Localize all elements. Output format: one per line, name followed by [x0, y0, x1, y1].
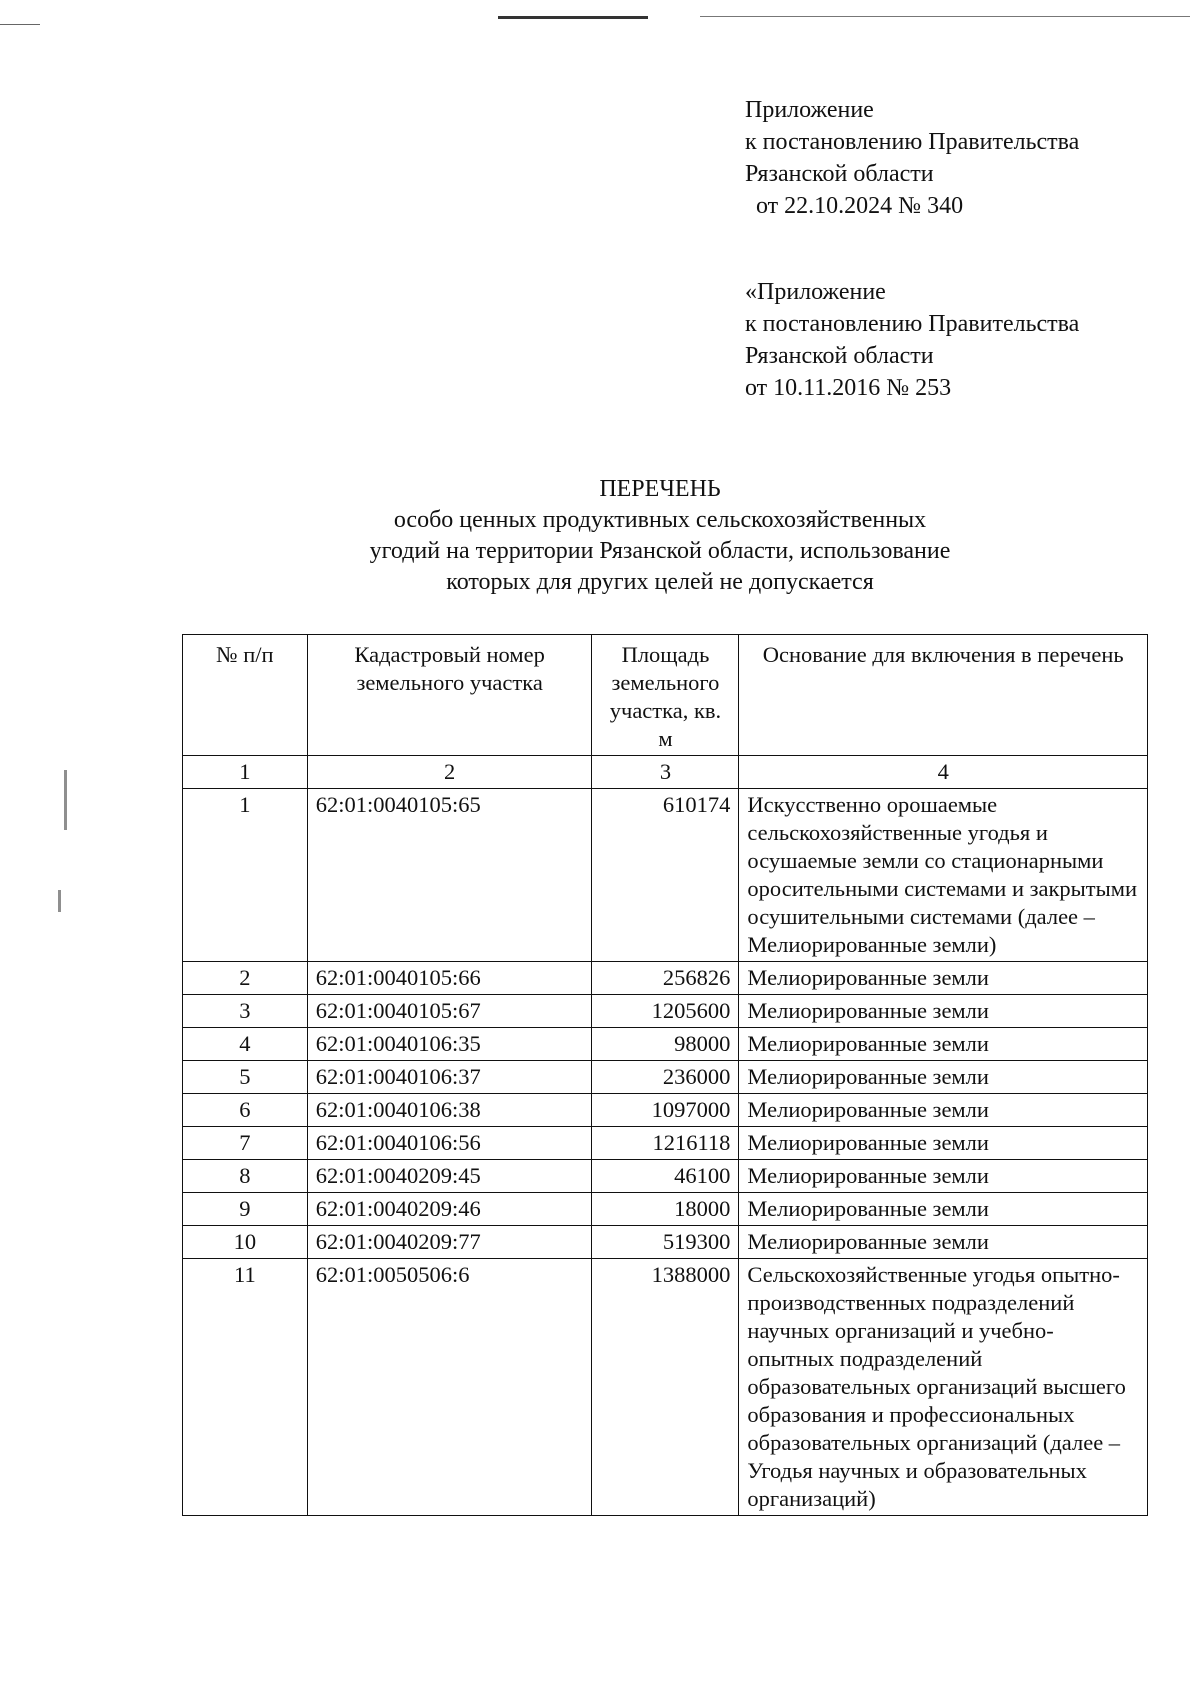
row-number-cell: 3 [183, 995, 308, 1028]
scan-artifact-top-line [0, 24, 40, 25]
table-row [183, 1193, 1148, 1226]
area-cell: 610174 [592, 789, 739, 962]
title-heading: ПЕРЕЧЕНЬ [599, 476, 721, 502]
row-number-cell: 1 [183, 789, 308, 962]
appendix-previous-line2: к постановлению Правительства [745, 311, 1080, 337]
scan-artifact-top-wedge [498, 16, 648, 19]
row-number-cell: 6 [183, 1094, 308, 1127]
table-row [183, 1259, 1148, 1516]
table-row [183, 1028, 1148, 1061]
column-number-cell: 4 [739, 756, 1148, 789]
area-cell: 18000 [592, 1193, 739, 1226]
row-number-cell: 5 [183, 1061, 308, 1094]
table-body [183, 756, 1148, 1516]
basis-cell: Мелиорированные земли [739, 962, 1148, 995]
cadastral-number-cell: 62:01:0040106:35 [307, 1028, 592, 1061]
area-cell: 256826 [592, 962, 739, 995]
cadastral-number-cell: 62:01:0040105:65 [307, 789, 592, 962]
area-cell: 236000 [592, 1061, 739, 1094]
land-registry-table [182, 634, 1148, 1516]
row-number-cell: 4 [183, 1028, 308, 1061]
title-line3: которых для других целей не допускается [446, 569, 874, 595]
basis-cell: Мелиорированные земли [739, 1226, 1148, 1259]
column-number-cell: 1 [183, 756, 308, 789]
scan-artifact-left-speck [58, 890, 61, 912]
cadastral-number-cell: 62:01:0040106:38 [307, 1094, 592, 1127]
table-row [183, 1160, 1148, 1193]
basis-cell: Мелиорированные земли [739, 1160, 1148, 1193]
basis-cell: Мелиорированные земли [739, 1094, 1148, 1127]
appendix-previous-date: от 10.11.2016 № 253 [745, 375, 952, 401]
header-area: Площадь земельного участка, кв. м [592, 635, 739, 756]
basis-cell: Мелиорированные земли [739, 1193, 1148, 1226]
appendix-current-line2: к постановлению Правительства [745, 129, 1080, 155]
area-cell: 1097000 [592, 1094, 739, 1127]
row-number-cell: 9 [183, 1193, 308, 1226]
cadastral-number-cell: 62:01:0050506:6 [307, 1259, 592, 1516]
table-header-row [183, 635, 1148, 756]
area-cell: 1388000 [592, 1259, 739, 1516]
table-row [183, 962, 1148, 995]
column-number-row [183, 756, 1148, 789]
column-number-cell: 2 [307, 756, 592, 789]
table-row [183, 1127, 1148, 1160]
cadastral-number-cell: 62:01:0040209:77 [307, 1226, 592, 1259]
appendix-previous-line1: «Приложение [745, 279, 886, 305]
row-number-cell: 8 [183, 1160, 308, 1193]
appendix-current-line1: Приложение [745, 97, 874, 123]
table-row [183, 1226, 1148, 1259]
basis-cell: Мелиорированные земли [739, 995, 1148, 1028]
table-row [183, 789, 1148, 962]
appendix-current [745, 94, 1079, 222]
row-number-cell: 10 [183, 1226, 308, 1259]
cadastral-number-cell: 62:01:0040209:45 [307, 1160, 592, 1193]
title-line2: угодий на территории Рязанской области, использование [369, 538, 951, 564]
appendix-previous-line3: Рязанской области [745, 343, 934, 369]
basis-cell: Мелиорированные земли [739, 1028, 1148, 1061]
row-number-cell: 7 [183, 1127, 308, 1160]
table-row [183, 1094, 1148, 1127]
table-row [183, 1061, 1148, 1094]
area-cell: 1205600 [592, 995, 739, 1028]
cadastral-number-cell: 62:01:0040209:46 [307, 1193, 592, 1226]
cadastral-number-cell: 62:01:0040106:37 [307, 1061, 592, 1094]
cadastral-number-cell: 62:01:0040105:67 [307, 995, 592, 1028]
cadastral-number-cell: 62:01:0040105:66 [307, 962, 592, 995]
area-cell: 46100 [592, 1160, 739, 1193]
title-line1: особо ценных продуктивных сельскохозяйственных [393, 507, 927, 533]
appendix-current-date: от 22.10.2024 № 340 [756, 193, 964, 219]
header-basis: Основание для включения в перечень [739, 635, 1148, 756]
basis-cell: Мелиорированные земли [739, 1061, 1148, 1094]
area-cell: 1216118 [592, 1127, 739, 1160]
basis-cell: Искусственно орошаемые сельскохозяйственные угодья и осушаемые земли со стационарными оросительными системами и закрытыми осушительными системами (далее – Мелиорированные земли) [739, 789, 1148, 962]
header-cadastral: Кадастровый номер земельного участка [307, 635, 592, 756]
document-title [200, 474, 1120, 598]
scan-artifact-top-line [700, 16, 1190, 17]
area-cell: 98000 [592, 1028, 739, 1061]
table-row [183, 995, 1148, 1028]
appendix-current-line3: Рязанской области [745, 161, 934, 187]
basis-cell: Мелиорированные земли [739, 1127, 1148, 1160]
row-number-cell: 11 [183, 1259, 308, 1516]
cadastral-number-cell: 62:01:0040106:56 [307, 1127, 592, 1160]
header-num: № п/п [183, 635, 308, 756]
column-number-cell: 3 [592, 756, 739, 789]
basis-cell: Сельскохозяйственные угодья опытно-производственных подразделений научных организаций и учебно-опытных подразделений образовательных организаций высшего образования и профессиональных образовательных организаций (далее – Угодья научных и образовательных организаций) [739, 1259, 1148, 1516]
appendix-previous [745, 276, 1079, 404]
row-number-cell: 2 [183, 962, 308, 995]
scan-artifact-left-speck [64, 770, 67, 830]
area-cell: 519300 [592, 1226, 739, 1259]
